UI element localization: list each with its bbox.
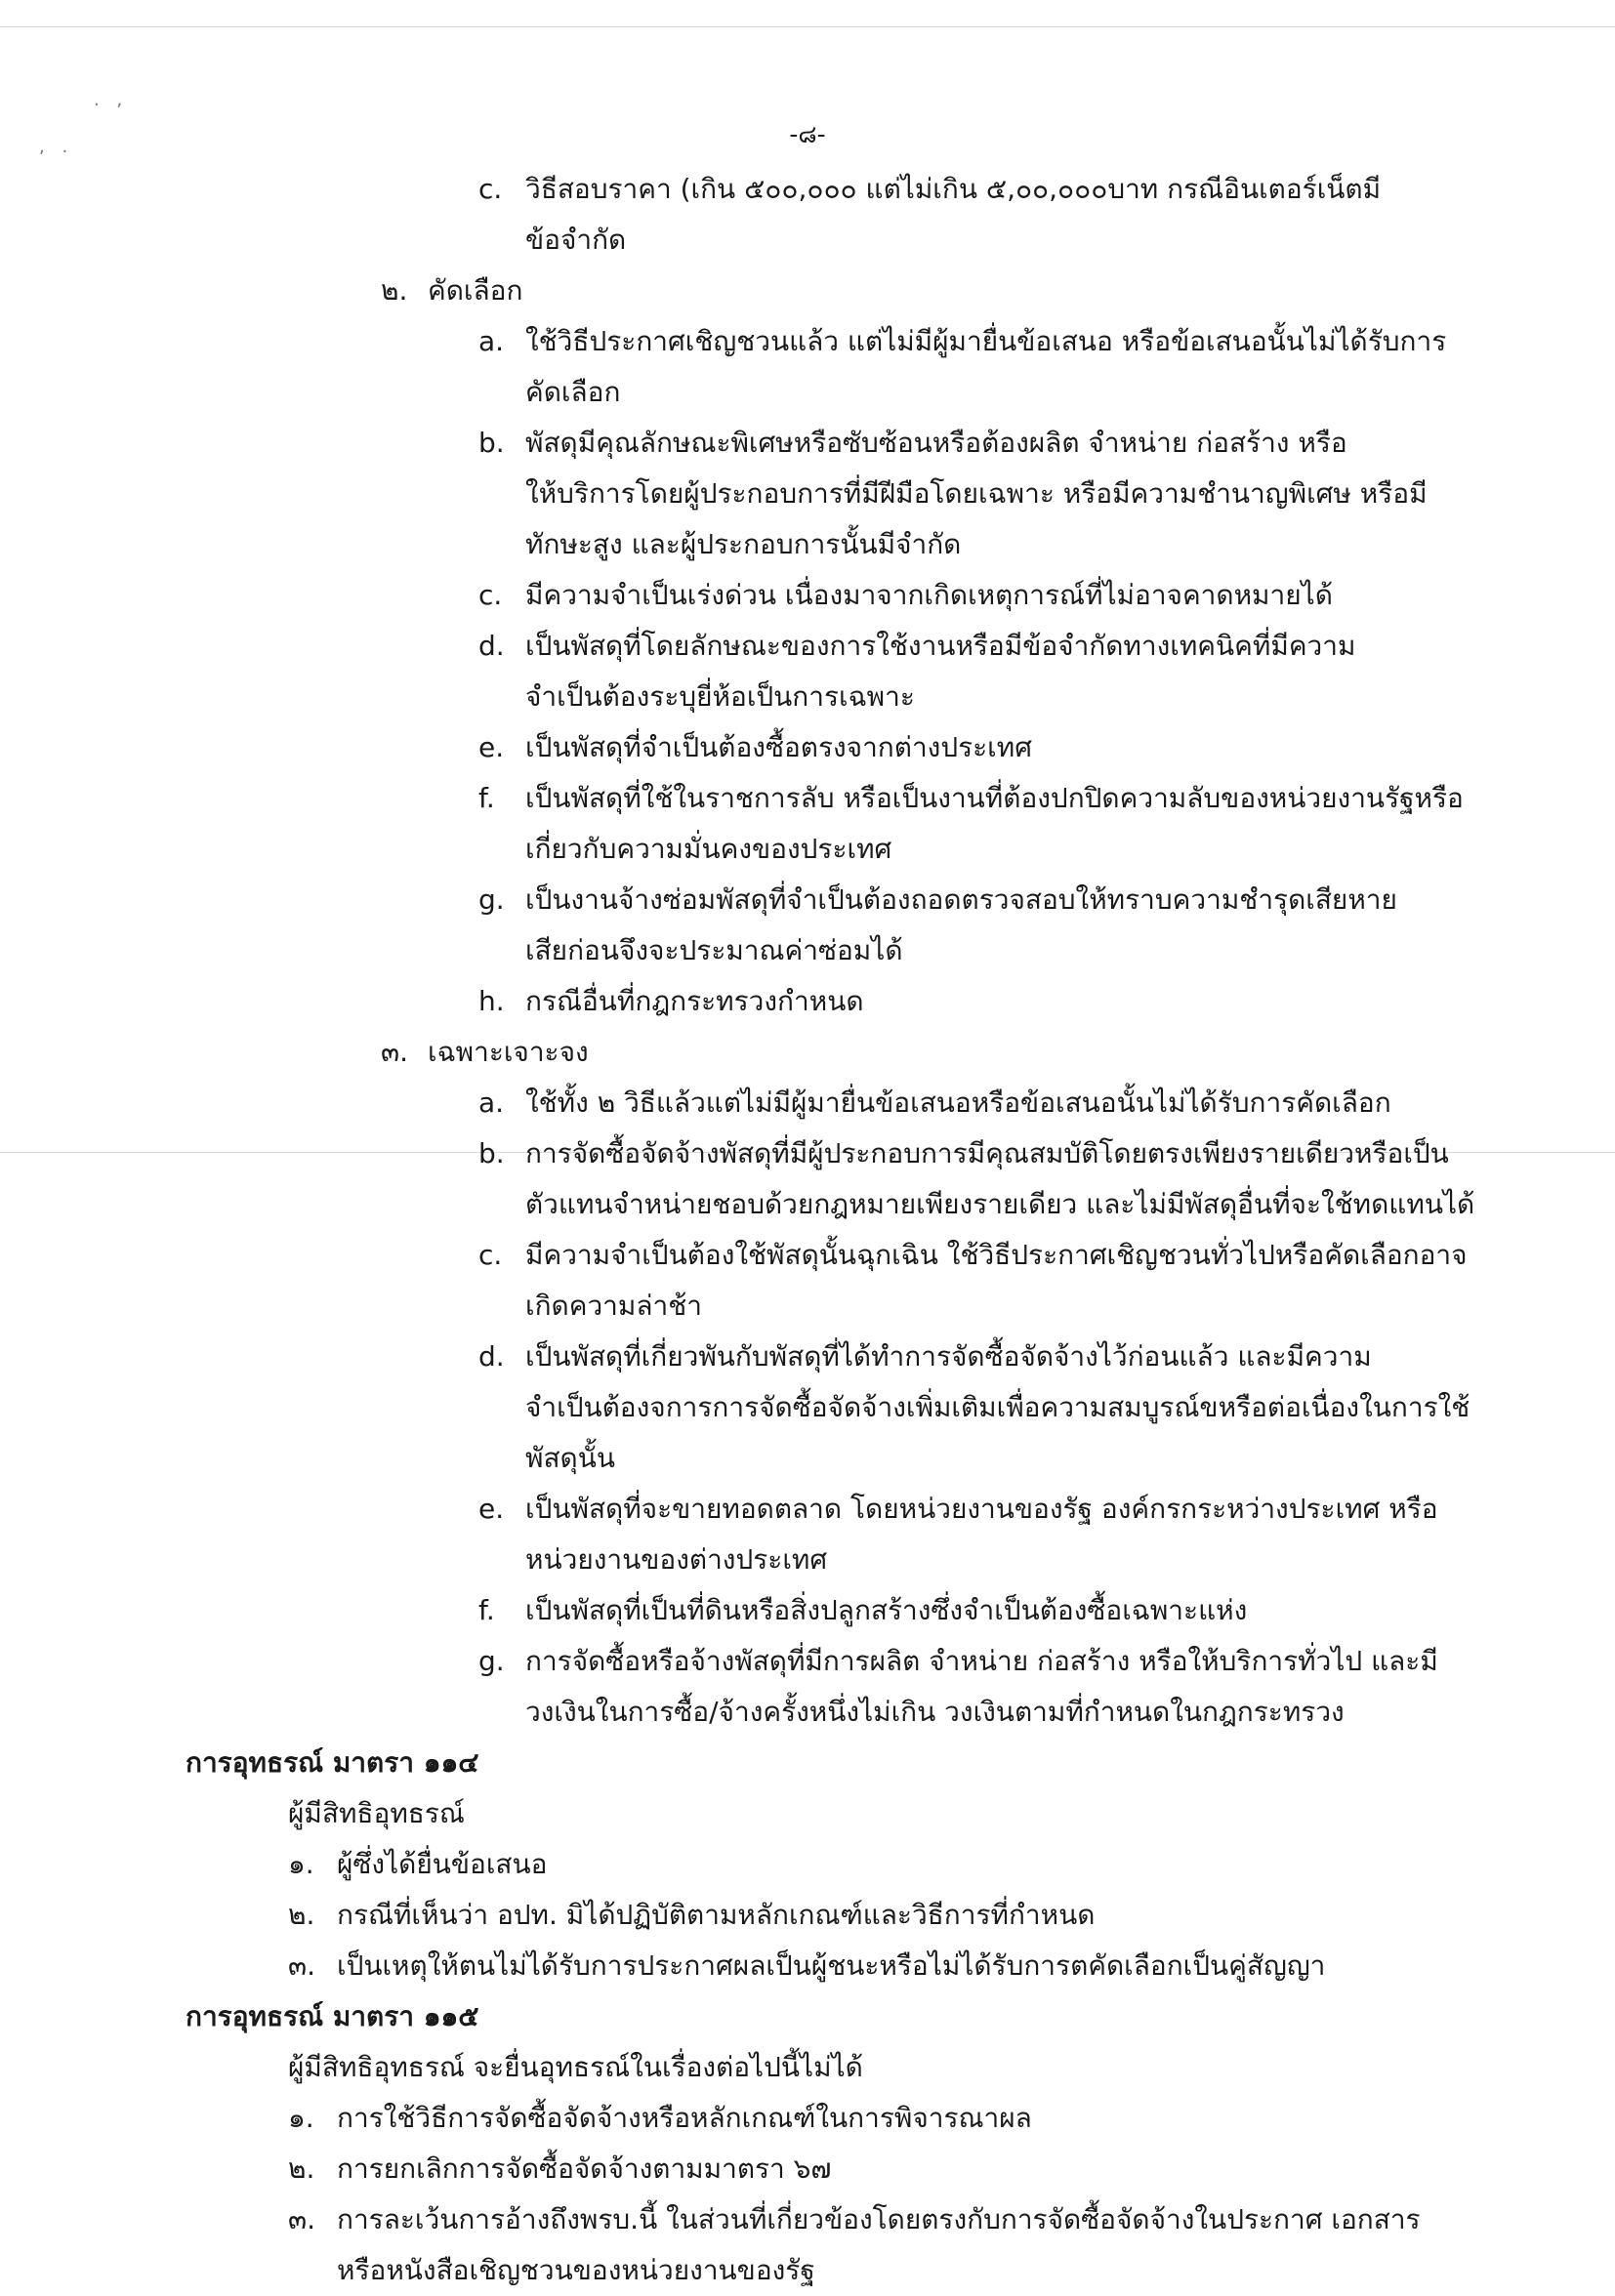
- list-marker: d.: [478, 630, 505, 662]
- list-item: [0, 1027, 1615, 1078]
- list-item: [0, 2093, 1615, 2144]
- list-item-text: จำเป็นต้องจการการจัดซื้อจัดจ้างเพิ่มเติมเพื่อความสมบูรณ์ขหรือต่อเนื่องในการใช้: [525, 1391, 1470, 1423]
- list-item: [0, 976, 1615, 1027]
- list-item-text: เป็นเหตุให้ตนไม่ได้รับการประกาศผลเป็นผู้ชนะหรือไม่ได้รับการตคัดเลือกเป็นคู่สัญญา: [337, 1949, 1326, 1982]
- list-item: [0, 1585, 1615, 1636]
- section-intro-text: ผู้มีสิทธิอุทธรณ์: [288, 1797, 465, 1829]
- list-marker: ๒.: [381, 274, 408, 307]
- list-item-text: ผู้ซึ่งได้ยื่นข้อเสนอ: [337, 1848, 548, 1880]
- document-body: [0, 164, 1615, 2296]
- section-heading: [0, 1738, 1615, 1788]
- list-item-text: ตัวแทนจำหน่ายชอบด้วยกฎหมายเพียงรายเดียว และไม่มีพัสดุอื่นที่จะใช้ทดแทนได้: [525, 1188, 1475, 1220]
- list-marker: ๑.: [288, 2102, 314, 2134]
- section-heading-text: การอุทธรณ์ มาตรา ๑๑๕: [186, 2000, 479, 2032]
- list-item-continuation: [0, 1281, 1615, 1332]
- list-item-text: จำเป็นต้องระบุยี่ห้อเป็นการเฉพาะ: [525, 680, 915, 713]
- list-item-text: เป็นพัสดุที่เป็นที่ดินหรือสิ่งปลูกสร้างซึ่งจำเป็นต้องซื้อเฉพาะแห่ง: [525, 1594, 1248, 1626]
- list-item: [0, 418, 1615, 469]
- list-item-text: คัดเลือก: [428, 274, 523, 307]
- list-marker: a.: [478, 1086, 505, 1119]
- list-item: [0, 164, 1615, 215]
- scan-edge-top: [0, 26, 1615, 27]
- list-item-text: พัสดุมีคุณลักษณะพิเศษหรือซับซ้อนหรือต้องผลิต จำหน่าย ก่อสร้าง หรือ: [525, 427, 1347, 459]
- list-item-text: เกิดความล่าช้า: [525, 1290, 702, 1322]
- list-marker: b.: [478, 427, 505, 459]
- list-marker: e.: [478, 731, 505, 763]
- list-item: [0, 1941, 1615, 1991]
- list-item: [0, 773, 1615, 824]
- list-item-text: เสียก่อนจึงจะประมาณค่าซ่อมได้: [525, 934, 903, 966]
- list-item-continuation: [0, 1382, 1615, 1433]
- list-item: [0, 621, 1615, 672]
- list-item-continuation: [0, 2245, 1615, 2296]
- section-intro-text: ผู้มีสิทธิอุทธรณ์ จะยื่นอุทธรณ์ในเรื่องต่อไปนี้ไม่ได้: [288, 2051, 863, 2083]
- list-item: [0, 1230, 1615, 1281]
- list-item-text: เป็นพัสดุที่จะขายทอดตลาด โดยหน่วยงานของรัฐ องค์กรกระหว่างประเทศ หรือ: [525, 1493, 1438, 1525]
- list-item-continuation: [0, 1433, 1615, 1484]
- list-item: [0, 1078, 1615, 1128]
- list-item-continuation: [0, 672, 1615, 722]
- list-item-text: การละเว้นการอ้างถึงพรบ.นี้ ในส่วนที่เกี่ยวข้องโดยตรงกับการจัดซื้อจัดจ้างในประกาศ เอกสาร: [337, 2203, 1421, 2235]
- list-marker: ๑.: [288, 1848, 314, 1880]
- list-marker: f.: [478, 1594, 495, 1626]
- list-item-continuation: [0, 215, 1615, 266]
- list-item-text: การยกเลิกการจัดซื้อจัดจ้างตามมาตรา ๖๗: [337, 2152, 832, 2185]
- list-item-continuation: [0, 469, 1615, 519]
- list-item-text: เป็นพัสดุที่จำเป็นต้องซื้อตรงจากต่างประเทศ: [525, 731, 1032, 763]
- list-item-text: เป็นพัสดุที่ใช้ในราชการลับ หรือเป็นงานที่ต้องปกปิดความลับของหน่วยงานรัฐหรือ: [525, 782, 1464, 814]
- list-item-continuation: [0, 824, 1615, 875]
- list-item: [0, 316, 1615, 367]
- list-item: [0, 1484, 1615, 1535]
- section-intro: [0, 1788, 1615, 1839]
- list-marker: ๓.: [381, 1036, 409, 1068]
- list-marker: e.: [478, 1493, 505, 1525]
- list-item-text: การจัดซื้อหรือจ้างพัสดุที่มีการผลิต จำหน่าย ก่อสร้าง หรือให้บริการทั่วไป และมี: [525, 1645, 1438, 1677]
- list-item: [0, 1332, 1615, 1382]
- list-item-text: เป็นพัสดุที่โดยลักษณะของการใช้งานหรือมีข้อจำกัดทางเทคนิคที่มีความ: [525, 630, 1356, 662]
- list-marker: g.: [478, 1645, 505, 1677]
- list-item-continuation: [0, 1179, 1615, 1230]
- list-marker: a.: [478, 325, 505, 357]
- list-item-text: เกี่ยวกับความมั่นคงของประเทศ: [525, 833, 892, 865]
- page-number: -๘-: [789, 120, 826, 148]
- list-item-text: วิธีสอบราคา (เกิน ๕๐๐,๐๐๐ แต่ไม่เกิน ๕,๐๐,๐๐๐บาท กรณีอินเตอร์เน็ตมี: [525, 173, 1382, 205]
- list-item-continuation: [0, 925, 1615, 976]
- list-item-continuation: [0, 367, 1615, 418]
- list-item-text: เป็นพัสดุที่เกี่ยวพันกับพัสดุที่ได้ทำการจัดซื้อจัดจ้างไว้ก่อนแล้ว และมีความ: [525, 1340, 1372, 1373]
- list-item-text: เฉพาะเจาะจง: [428, 1036, 589, 1068]
- list-item: [0, 1128, 1615, 1179]
- list-marker: g.: [478, 883, 505, 916]
- scan-speck: , .: [39, 137, 74, 157]
- list-item-text: กรณีที่เห็นว่า อปท. มิได้ปฏิบัติตามหลักเกณฑ์และวิธีการที่กำหนด: [337, 1899, 1096, 1931]
- list-item-continuation: [0, 519, 1615, 570]
- list-item-text: วงเงินในการซื้อ/จ้างครั้งหนึ่งไม่เกิน วงเงินตามที่กำหนดในกฎกระทรวง: [525, 1696, 1345, 1728]
- list-item-text: การจัดซื้อจัดจ้างพัสดุที่มีผู้ประกอบการมีคุณสมบัติโดยตรงเพียงรายเดียวหรือเป็น: [525, 1137, 1449, 1169]
- list-item: [0, 2194, 1615, 2245]
- section-heading: [0, 1991, 1615, 2042]
- list-item-text: ใช้วิธีประกาศเชิญชวนแล้ว แต่ไม่มีผู้มายื่นข้อเสนอ หรือข้อเสนอนั้นไม่ได้รับการ: [525, 325, 1447, 357]
- list-item-text: กรณีอื่นที่กฎกระทรวงกำหนด: [525, 985, 864, 1017]
- list-item-text: มีความจำเป็นต้องใช้พัสดุนั้นฉุกเฉิน ใช้วิธีประกาศเชิญชวนทั่วไปหรือคัดเลือกอาจ: [525, 1239, 1468, 1271]
- list-item-text: ทักษะสูง และผู้ประกอบการนั้นมีจำกัด: [525, 528, 962, 560]
- list-item-text: ใช้ทั้ง ๒ วิธีแล้วแต่ไม่มีผู้มายื่นข้อเสนอหรือข้อเสนอนั้นไม่ได้รับการคัดเลือก: [525, 1086, 1391, 1119]
- list-marker: c.: [478, 173, 503, 205]
- list-item-text: การใช้วิธีการจัดซื้อจัดจ้างหรือหลักเกณฑ์ในการพิจารณาผล: [337, 2102, 1032, 2134]
- scan-speck: . ,: [94, 90, 129, 110]
- list-marker: c.: [478, 1239, 503, 1271]
- list-marker: f.: [478, 782, 495, 814]
- list-marker: c.: [478, 579, 503, 611]
- list-marker: b.: [478, 1137, 505, 1169]
- list-marker: ๓.: [288, 2203, 316, 2235]
- list-item-text: หรือหนังสือเชิญชวนของหน่วยงานของรัฐ: [337, 2254, 815, 2286]
- list-item: [0, 570, 1615, 621]
- list-item-continuation: [0, 1535, 1615, 1585]
- list-item: [0, 1636, 1615, 1687]
- list-item-text: หน่วยงานของต่างประเทศ: [525, 1543, 828, 1576]
- list-item-text: คัดเลือก: [525, 376, 621, 408]
- section-intro: [0, 2042, 1615, 2093]
- list-item: [0, 722, 1615, 773]
- list-item: [0, 266, 1615, 316]
- list-item: [0, 1839, 1615, 1890]
- list-item-text: มีความจำเป็นเร่งด่วน เนื่องมาจากเกิดเหตุการณ์ที่ไม่อาจคาดหมายได้: [525, 579, 1333, 611]
- list-item-continuation: [0, 1687, 1615, 1738]
- section-heading-text: การอุทธรณ์ มาตรา ๑๑๔: [186, 1746, 479, 1779]
- list-marker: d.: [478, 1340, 505, 1373]
- list-marker: ๒.: [288, 2152, 315, 2185]
- list-marker: h.: [478, 985, 505, 1017]
- list-item-text: ให้บริการโดยผู้ประกอบการที่มีฝีมือโดยเฉพาะ หรือมีความชำนาญพิเศษ หรือมี: [525, 477, 1428, 510]
- list-item: [0, 1890, 1615, 1941]
- list-item: [0, 2144, 1615, 2194]
- list-item-text: พัสดุนั้น: [525, 1442, 616, 1474]
- list-item: [0, 875, 1615, 925]
- list-marker: ๓.: [288, 1949, 316, 1982]
- list-marker: ๒.: [288, 1899, 315, 1931]
- list-item-text: เป็นงานจ้างซ่อมพัสดุที่จำเป็นต้องถอดตรวจสอบให้ทราบความชำรุดเสียหาย: [525, 883, 1397, 916]
- list-item-text: ข้อจำกัด: [525, 224, 627, 256]
